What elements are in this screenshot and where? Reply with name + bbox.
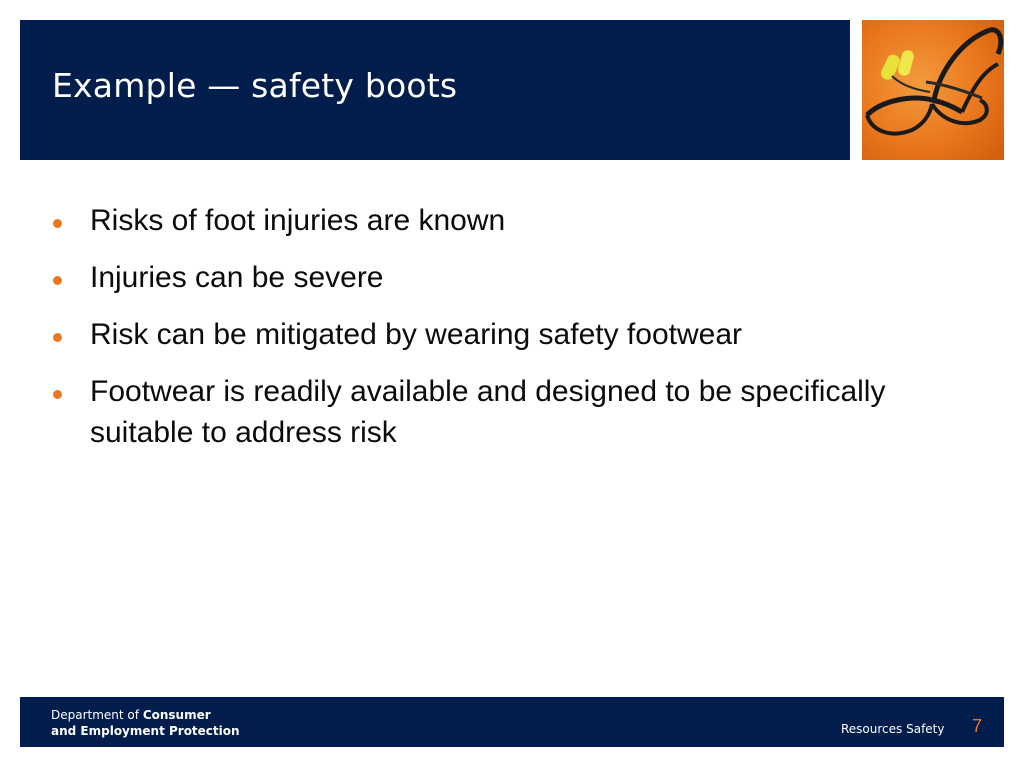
bullet-text: Risks of foot injuries are known bbox=[90, 204, 506, 237]
bullet-list bbox=[50, 200, 950, 469]
bullet-dot-icon bbox=[53, 276, 62, 285]
bullet-dot-icon bbox=[53, 333, 62, 342]
footer-label: Resources Safety bbox=[841, 722, 945, 736]
list-item bbox=[50, 257, 950, 298]
dept-prefix: Department of bbox=[51, 708, 143, 722]
slide-title: Example — safety boots bbox=[52, 66, 458, 105]
page-number: 7 bbox=[972, 716, 983, 736]
list-item bbox=[50, 371, 950, 453]
title-bar bbox=[20, 20, 850, 160]
safety-glasses-icon bbox=[862, 20, 1004, 160]
department-name bbox=[51, 707, 240, 739]
footer-bar bbox=[20, 697, 1004, 747]
dept-bold: Consumer bbox=[142, 708, 211, 722]
bullet-dot-icon bbox=[53, 219, 62, 228]
list-item bbox=[50, 314, 950, 355]
dept-line-2: and Employment Protection bbox=[51, 724, 240, 738]
safety-glasses-earplugs-photo bbox=[862, 20, 1004, 160]
bullet-text: Footwear is readily available and designed to be specifically suitable to address risk bbox=[90, 375, 886, 449]
bullet-dot-icon bbox=[53, 390, 62, 399]
bullet-text: Injuries can be severe bbox=[90, 261, 384, 294]
list-item bbox=[50, 200, 950, 241]
bullet-text: Risk can be mitigated by wearing safety footwear bbox=[90, 318, 742, 351]
